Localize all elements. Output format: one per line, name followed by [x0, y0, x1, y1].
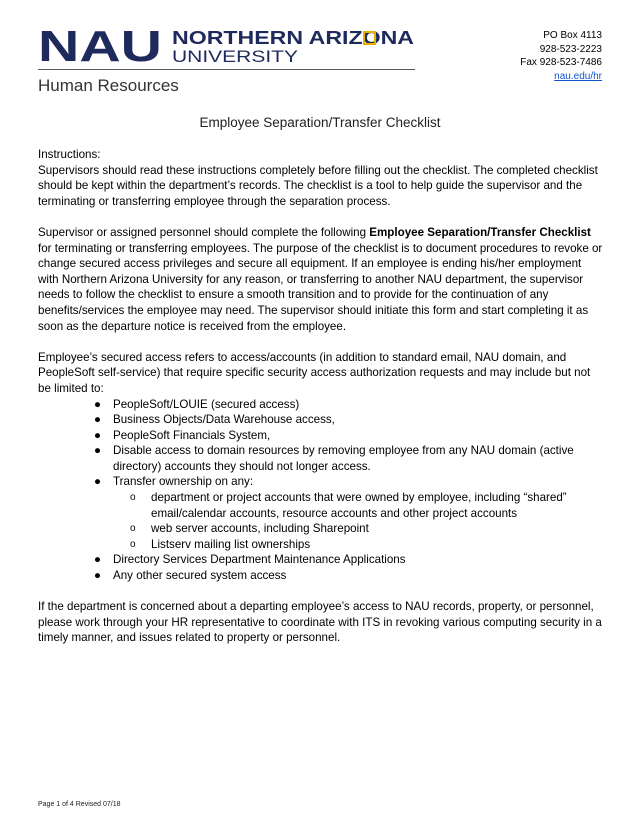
transfer-ownership-sublist	[113, 490, 604, 552]
bullet-icon: ●	[94, 428, 102, 442]
logo-mark: NAU	[38, 28, 162, 64]
page-title: Employee Separation/Transfer Checklist	[199, 115, 441, 130]
instructions-paragraph-4: If the department is concerned about a departing employee’s access to NAU records, property, or personnel, please work through your HR representative to coordinate with ITS in revoking various computing security in a timely manner, and issues related to property or personnel.	[38, 600, 602, 645]
instructions-paragraph-3: Employee’s secured access refers to access/accounts (in addition to standard email, NAU domain, and PeopleSoft self-service) that require specific security access authorization requests and may include but not be limited to:	[38, 350, 591, 395]
bullet-icon: ●	[94, 444, 102, 458]
list-item: ● Any other secured system access	[94, 569, 287, 583]
checklist-name: Employee Separation/Transfer Checklist	[369, 225, 591, 239]
circle-bullet-icon: o	[130, 538, 136, 550]
bullet-icon: ●	[94, 413, 102, 427]
hr-website-link[interactable]: nau.edu/hr	[554, 70, 602, 82]
bullet-icon: ●	[94, 569, 102, 583]
sublist-item: o department or project accounts that were owned by employee, including “shared” email/calendar accounts, resource accounts and other project accounts	[130, 491, 567, 520]
bullet-icon: ●	[94, 397, 102, 411]
logo-divider	[38, 69, 415, 70]
instructions-heading: Instructions:	[38, 148, 101, 161]
sublist-item: o Listserv mailing list ownerships	[130, 537, 311, 551]
instructions-paragraph-2: Supervisor or assigned personnel should complete the following Employee Separation/Transfer Checklist for terminating or transferring employees. The purpose of the checklist is to document procedures to revoke or change secured access privileges and secure all equipment. If an employee is ending his/her employment with Northern Arizona University for any reason, or transferring to another NAU department, the supervisor needs to follow the checklist to ensure a smooth transition and to provide for the continuation of any benefits/services the employee may need. The supervisor should initiate this form and start completing it as soon as the departure notice is received from the employee.	[38, 225, 603, 333]
fax-number: Fax 928-523-7486	[520, 57, 602, 68]
sublist-item: o web server accounts, including Sharepoint	[130, 522, 369, 536]
instructions-paragraph-1: Supervisors should read these instructions completely before filling out the checklist. The completed checklist should be kept within the department’s records. The checklist is a tool to help guide the supervisor and the terminating or transferring employee through the separation process.	[38, 163, 598, 208]
contact-block	[520, 29, 602, 83]
circle-bullet-icon: o	[130, 492, 136, 504]
department-name: Human Resources	[38, 76, 179, 95]
list-item: ● Business Objects/Data Warehouse access,	[94, 413, 335, 427]
document-body	[38, 147, 604, 646]
bullet-icon: ●	[94, 475, 102, 489]
page-footer: Page 1 of 4 Revised 07/18	[38, 801, 121, 808]
list-item: ● PeopleSoft/LOUIE (secured access)	[94, 397, 300, 411]
list-item: ● PeopleSoft Financials System,	[94, 428, 271, 442]
nau-logo	[38, 28, 418, 64]
logo-line2: UNIVERSITY	[172, 47, 298, 64]
list-item: ● Disable access to domain resources by removing employee from any NAU domain (active directory) accounts they should not longer access.	[94, 444, 574, 473]
list-item: ● Directory Services Department Maintenance Applications	[94, 553, 406, 567]
bullet-icon: ●	[94, 553, 102, 567]
circle-bullet-icon: o	[130, 523, 136, 535]
phone-number: 928-523-2223	[539, 43, 602, 55]
list-item: ● Transfer ownership on any: o department or project accounts that were owned by employee, including “shared” email/calendar accounts, resource accounts and other project accounts o web server accounts, including Sharepoint o Listserv mailing list ownerships	[38, 474, 604, 552]
po-box: PO Box 4113	[543, 30, 602, 41]
secured-access-list	[38, 397, 604, 584]
logo-line1: NORTHERN ARIZONA	[172, 28, 414, 48]
